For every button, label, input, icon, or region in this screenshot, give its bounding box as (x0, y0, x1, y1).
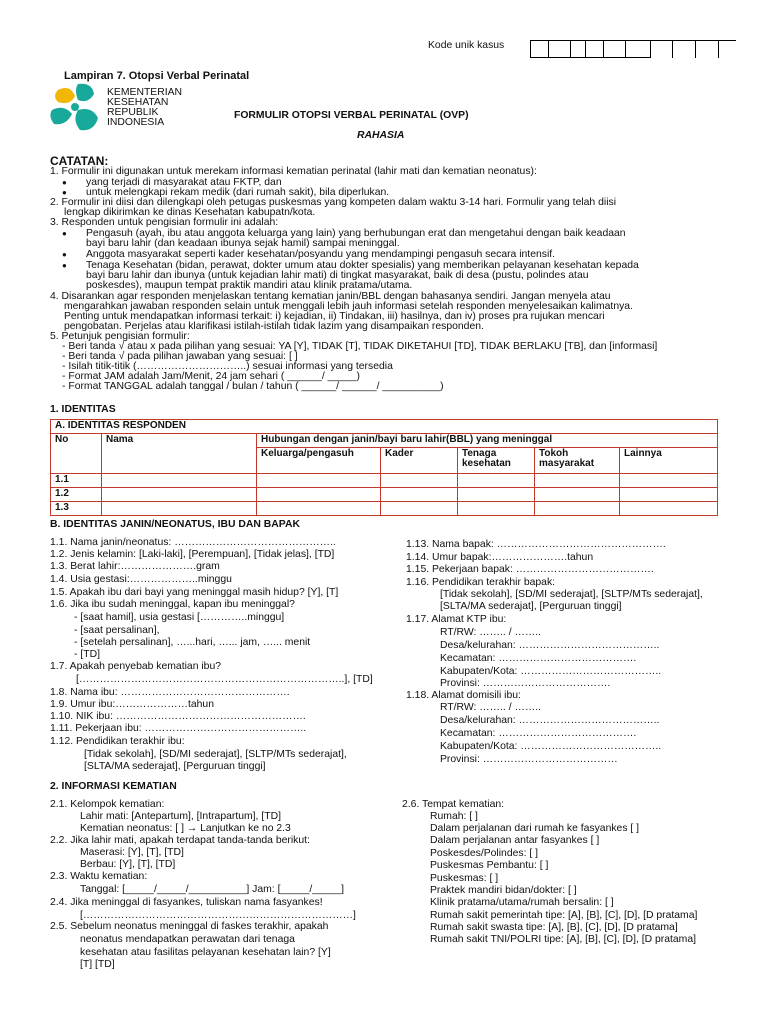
field-line[interactable]: Klinik pratama/utama/rumah bersalin: [ ] (430, 897, 614, 908)
catatan-line: pengobatan. Perjelas atau klarifikasi istilah-istilah tidak lazim yang disampaikan responden. (64, 321, 484, 332)
respondent-table (50, 419, 718, 516)
catatan-line: - Format TANGGAL adalah tanggal / bulan / tahun ( ______/ ______/ __________) (62, 381, 444, 392)
field-line[interactable]: Poskesdes/Polindes: [ ] (430, 848, 539, 859)
field-line[interactable]: RT/RW: …….. / …….. (440, 702, 542, 713)
field-line[interactable]: 1.18. Alamat domisili ibu: (406, 690, 521, 701)
catatan-line: lengkap dikirimkan ke dinas Kesehatan kabupatn/kota. (64, 207, 316, 218)
col-keluarga: Keluarga/pengasuh (257, 448, 381, 474)
field-line[interactable]: Provinsi: ………………………………… (440, 754, 618, 765)
field-line[interactable]: Rumah: [ ] (430, 811, 478, 822)
field-line[interactable]: Kabupaten/Kota: ………………………………….. (440, 666, 662, 677)
field-line[interactable]: 1.7. Apakah penyebab kematian ibu? (50, 661, 221, 672)
col-nakes: Tenaga kesehatan (458, 448, 535, 474)
catatan-line: 4. Disarankan agar responden menjelaskan tentang kematian janin/BBL dengan bahasanya sendiri. Jangan menyela atau (50, 291, 611, 302)
field-line[interactable]: Kecamatan: …………………………………. (440, 728, 637, 739)
field-line[interactable]: 2.1. Kelompok kematian: (50, 799, 165, 810)
form-title: FORMULIR OTOPSI VERBAL PERINATAL (OVP) (234, 110, 469, 121)
field-line[interactable]: 2.5. Sebelum neonatus meninggal di faskes terakhir, apakah (50, 921, 329, 932)
field-line[interactable]: 1.11. Pekerjaan ibu: ……………………………………….. (50, 723, 307, 734)
field-line[interactable]: [……………………………………………………………………] (80, 910, 356, 921)
lampiran-title: Lampiran 7. Otopsi Verbal Perinatal (64, 70, 250, 82)
field-line[interactable]: 2.4. Jika meninggal di fasyankes, tuliskan nama fasyankes! (50, 897, 323, 908)
catatan-line: ● untuk melengkapi rekam medik (dari rumah sakit), bila diperlukan. (86, 188, 389, 198)
respondent-table-title: A. IDENTITAS RESPONDEN (51, 420, 718, 434)
col-kader: Kader (381, 448, 458, 474)
field-line[interactable]: 1.4. Usia gestasi:………………..minggu (50, 574, 232, 585)
catatan-line: ● Pengasuh (ayah, ibu atau anggota keluarga yang lain) yang berhubungan erat dan mengetahui dengan baik keadaan (86, 229, 626, 239)
field-line[interactable]: Provinsi: ………………………………. (440, 678, 611, 689)
field-line[interactable]: 1.1. Nama janin/neonatus: ……………………………………….. (50, 537, 336, 548)
col-hubungan: Hubungan dengan janin/bayi baru lahir(BBL) yang meninggal (257, 434, 718, 448)
field-line[interactable]: 1.12. Pendidikan terakhir ibu: (50, 736, 185, 747)
table-row[interactable]: 1.3 (51, 502, 718, 516)
catatan-line: bayi baru lahir (dan keadaan ibunya sejak hamil) sampai meninggal. (86, 238, 400, 249)
field-line[interactable]: [SLTA/MA sederajat], [Perguruan tinggi] (440, 601, 622, 612)
field-line[interactable]: [SLTA/MA sederajat], [Perguruan tinggi] (84, 761, 266, 772)
catatan-line: Penting untuk mendapatkan informasi terkait: i) kejadian, ii) Tindakan, iii) hasilnya, dan iv) proses pra rujukan mencari (64, 311, 605, 322)
table-row[interactable]: 1.1 (51, 474, 718, 488)
field-line[interactable]: 1.13. Nama bapak: …………………………………………. (406, 539, 666, 550)
field-line[interactable]: [Tidak sekolah], [SD/MI sederajat], [SLTP/MTs sederajat], (440, 589, 703, 600)
catatan-line: poskesdes), maupun tempat praktik mandiri atau klinik pratama/utama. (86, 280, 413, 291)
field-line[interactable]: Puskesmas: [ ] (430, 873, 499, 884)
catatan-line: 2. Formulir ini diisi dan dilengkapi oleh petugas puskesmas yang kompeten dalam waktu 3-14 hari. Formulir yang telah diisi (50, 197, 617, 208)
field-line[interactable]: Rumah sakit pemerintah tipe: [A], [B], [C], [D], [D pratama] (430, 910, 698, 921)
section-2-title: 2. INFORMASI KEMATIAN (50, 781, 177, 792)
field-line[interactable]: 2.3. Waktu kematian: (50, 871, 148, 882)
field-line[interactable]: Rumah sakit TNI/POLRI tipe: [A], [B], [C], [D], [D pratama] (430, 934, 697, 945)
kode-label: Kode unik kasus (428, 40, 505, 51)
col-no: No (51, 434, 102, 474)
section-b-title: B. IDENTITAS JANIN/NEONATUS, IBU DAN BAPAK (50, 519, 300, 530)
field-line[interactable]: RT/RW: …….. / …….. (440, 627, 542, 638)
field-line[interactable]: - [TD] (74, 649, 100, 660)
field-line[interactable]: kesehatan atau fasilitas pelayanan kesehatan lain? [Y] (80, 947, 331, 958)
catatan-line: - Isilah titik-titik (…………………………..) sesuai informasi yang tersedia (62, 361, 393, 372)
section-identitas-title: 1. IDENTITAS (50, 404, 116, 415)
field-line[interactable]: Kematian neonatus: [ ] → Lanjutkan ke no 2.3 (80, 823, 291, 834)
catatan-line: ● Tenaga Kesehatan (bidan, perawat, dokter umum atau dokter spesialis) yang memberikan pelayanan kesehatan kepada (86, 261, 639, 271)
field-line[interactable]: Desa/kelurahan: ………………………………….. (440, 640, 660, 651)
field-line[interactable]: 2.6. Tempat kematian: (402, 799, 505, 810)
field-line[interactable]: Puskesmas Pembantu: [ ] (430, 860, 549, 871)
field-line[interactable]: [T] [TD] (80, 959, 115, 970)
field-line[interactable]: Desa/kelurahan: ………………………………….. (440, 715, 660, 726)
catatan-title: CATATAN: (50, 154, 109, 168)
field-line[interactable]: - [setelah persalinan], …...hari, …... jam, …... menit (74, 637, 311, 648)
field-line[interactable]: - [saat hamil], usia gestasi […………..minggu] (74, 612, 285, 623)
field-line[interactable]: Dalam perjalanan dari rumah ke fasyankes [ ] (430, 823, 640, 834)
catatan-line: ● yang terjadi di masyarakat atau FKTP, dan (86, 178, 282, 188)
col-tokoh: Tokoh masyarakat (535, 448, 620, 474)
field-line[interactable]: 1.5. Apakah ibu dari bayi yang meninggal masih hidup? [Y], [T] (50, 587, 339, 598)
field-line[interactable]: Rumah sakit swasta tipe: [A], [B], [C], [D], [D pratama] (430, 922, 678, 933)
catatan-line: ● Anggota masyarakat seperti kader kesehatan/posyandu yang mendampingi pengasuh secara intensif. (86, 250, 555, 260)
field-line[interactable]: 1.9. Umur ibu:…………………tahun (50, 699, 214, 710)
catatan-line: - Format JAM adalah Jam/Menit, 24 jam sehari ( ______/ _____) (62, 371, 361, 382)
field-line[interactable]: 1.17. Alamat KTP ibu: (406, 614, 507, 625)
field-line[interactable]: Praktek mandiri bidan/dokter: [ ] (430, 885, 577, 896)
catatan-line: bayi baru lahir dan ibunya (untuk kejadian lahir mati) di tingkat masyarakat, baik di desa (pustu, polindes atau (86, 270, 589, 281)
field-line[interactable]: 1.14. Umur bapak:………………….tahun (406, 552, 594, 563)
kode-boxes[interactable] (530, 40, 736, 58)
col-nama: Nama (102, 434, 257, 474)
field-line[interactable]: Dalam perjalanan antar fasyankes [ ] (430, 835, 600, 846)
field-line[interactable]: 1.15. Pekerjaan bapak: …………………………………. (406, 564, 654, 575)
field-line[interactable]: Lahir mati: [Antepartum], [Intrapartum], [TD] (80, 811, 281, 822)
field-line[interactable]: 1.2. Jenis kelamin: [Laki-laki], [Perempuan], [Tidak jelas], [TD] (50, 549, 335, 560)
table-row[interactable]: 1.2 (51, 488, 718, 502)
field-line[interactable]: 1.16. Pendidikan terakhir bapak: (406, 577, 556, 588)
field-line[interactable]: neonatus mendapatkan perawatan dari tenaga (80, 934, 295, 945)
col-lainnya: Lainnya (620, 448, 718, 474)
field-line[interactable]: 1.3. Berat lahir:………………….gram (50, 561, 220, 572)
catatan-line: 1. Formulir ini digunakan untuk merekam informasi kematian perinatal (lahir mati dan kematian neonatus): (50, 166, 537, 177)
catatan-line: 3. Responden untuk pengisian formulir ini adalah: (50, 217, 279, 228)
field-line[interactable]: - [saat persalinan], (74, 625, 160, 636)
catatan-line: mengarahkan jawaban responden selain untuk menggali lebih jauh informasi setelah responden menyelesaikan kalimatnya. (64, 301, 633, 312)
rahasia-label: RAHASIA (357, 130, 405, 141)
catatan-line: - Beri tanda √ pada pilihan jawaban yang sesuai: [ ] (62, 351, 298, 362)
field-line[interactable]: 1.6. Jika ibu sudah meninggal, kapan ibu meninggal? (50, 599, 295, 610)
kemenkes-logo-icon (48, 80, 102, 140)
field-line[interactable]: Kabupaten/Kota: ………………………………….. (440, 741, 662, 752)
field-line[interactable]: [Tidak sekolah], [SD/MI sederajat], [SLTP/MTs sederajat], (84, 749, 347, 760)
field-line[interactable]: 1.10. NIK ibu: ………………………………………………. (50, 711, 306, 722)
field-line[interactable]: 2.2. Jika lahir mati, apakah terdapat tanda-tanda berikut: (50, 835, 310, 846)
field-line[interactable]: Maserasi: [Y], [T], [TD] (80, 847, 184, 858)
field-line[interactable]: Kecamatan: …………………………………. (440, 653, 637, 664)
field-line[interactable]: Berbau: [Y], [T], [TD] (80, 859, 176, 870)
field-line[interactable]: 1.8. Nama ibu: …………………………………………. (50, 687, 290, 698)
field-line[interactable]: […………………………………………………………………..], [TD] (76, 674, 373, 685)
ministry-name: KEMENTERIAN KESEHATAN REPUBLIK INDONESIA (107, 87, 183, 128)
catatan-line: 5. Petunjuk pengisian formulir: (50, 331, 190, 342)
field-line[interactable]: Tanggal: [_____/_____/__________] Jam: [_____/_____] (80, 884, 345, 895)
catatan-line: - Beri tanda √ atau x pada pilihan yang sesuai: YA [Y], TIDAK [T], TIDAK DIKETAHUI [TD], TIDAK BERLAKU [TB], dan [informasi] (62, 341, 658, 352)
